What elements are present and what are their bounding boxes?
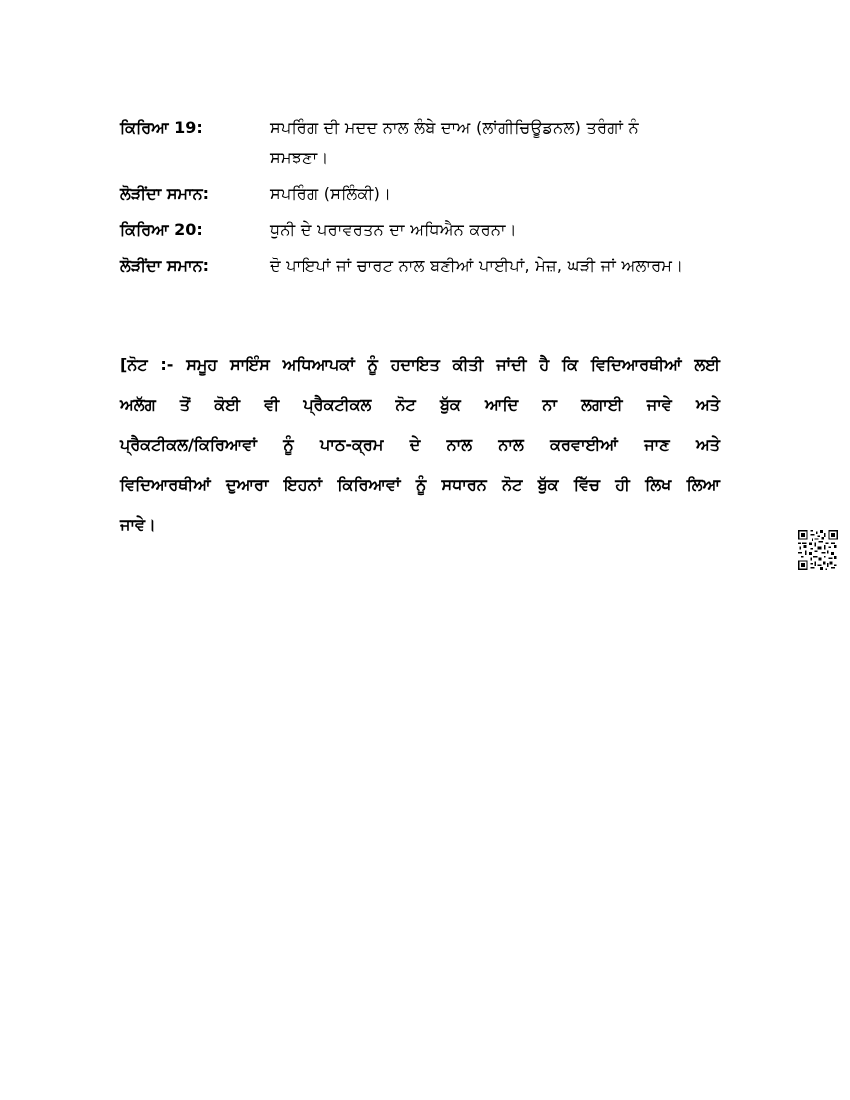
activity-list xyxy=(120,113,740,287)
activity-20-materials-line: ਦੋ ਪਾਇਪਾਂ ਜਾਂ ਚਾਰਟ ਨਾਲ ਬਣੀਆਂ ਪਾਈਪਾਂ, ਮੇਜ਼, ਘੜੀ ਜਾਂ ਅਲਾਰਮ। xyxy=(270,256,684,275)
activity-20-materials xyxy=(270,251,740,281)
materials-label: ਲੋੜੀਂਦਾ ਸਮਾਨ: xyxy=(120,184,209,203)
teacher-note xyxy=(120,345,720,545)
activity-20-description xyxy=(270,215,740,245)
activity-20-materials-entry xyxy=(120,251,740,281)
activity-19-description-line-1: ਸਪਰਿੰਗ ਦੀ ਮਦਦ ਨਾਲ ਲੰਬੇ ਦਾਅ (ਲਾਂਗੀਚਿਊਡਨਲ) ਤਰੰਗਾਂ ਨੰ xyxy=(270,118,639,137)
activity-19-entry xyxy=(120,113,740,173)
note-line-4: ਵਿਦਿਆਰਥੀਆਂ ਦੁਆਰਾ ਇਹਨਾਂ ਕਿਰਿਆਵਾਂ ਨੂੰ ਸਧਾਰਨ ਨੋਟ ਬੁੱਕ ਵਿੱਚ ਹੀ ਲਿਖ ਲਿਆ xyxy=(120,475,720,494)
note-line-1: [ਨੋਟ :- ਸਮੂਹ ਸਾਇੰਸ ਅਧਿਆਪਕਾਂ ਨੂੰ ਹਦਾਇਤ ਕੀਤੀ ਜਾਂਦੀ ਹੈ ਕਿ ਵਿਦਿਆਰਥੀਆਂ ਲਈ xyxy=(120,355,720,374)
note-line-2: ਅਲੱਗ ਤੋਂ ਕੋਈ ਵੀ ਪ੍ਰੈਕਟੀਕਲ ਨੋਟ ਬੁੱਕ ਆਦਿ ਨਾ ਲਗਾਈ ਜਾਵੇ ਅਤੇ xyxy=(120,395,720,414)
activity-19-materials-line: ਸਪਰਿੰਗ (ਸਲਿੰਕੀ)। xyxy=(270,184,392,203)
note-line-3: ਪ੍ਰੈਕਟੀਕਲ/ਕਿਰਿਆਵਾਂ ਨੂੰ ਪਾਠ-ਕ੍ਰਮ ਦੇ ਨਾਲ ਨਾਲ ਕਰਵਾਈਆਂ ਜਾਣ ਅਤੇ xyxy=(120,435,720,454)
activity-20-entry xyxy=(120,215,740,245)
activity-20-description-line: ਧੁਨੀ ਦੇ ਪਰਾਵਰਤਨ ਦਾ ਅਧਿਐਨ ਕਰਨਾ। xyxy=(270,220,517,239)
note-line-5: ਜਾਵੇ। xyxy=(120,515,156,534)
activity-19-materials-entry xyxy=(120,179,740,209)
materials-label: ਲੋੜੀਂਦਾ ਸਮਾਨ: xyxy=(120,256,209,275)
qr-code-icon[interactable] xyxy=(798,530,838,570)
activity-19-description xyxy=(270,113,740,173)
activity-19-materials xyxy=(270,179,740,209)
activity-19-description-line-2: ਸਮਝਣਾ। xyxy=(270,148,329,167)
activity-20-label: ਕਿਰਿਆ 20: xyxy=(120,220,203,239)
activity-19-label: ਕਿਰਿਆ 19: xyxy=(120,118,203,137)
